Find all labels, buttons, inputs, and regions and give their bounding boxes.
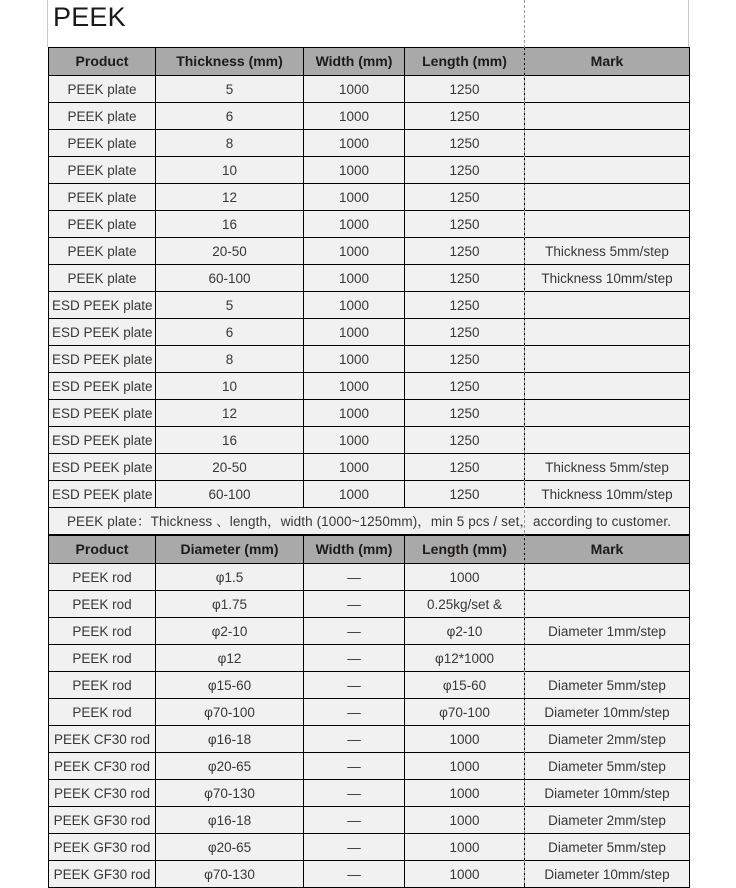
table-cell: 1000	[304, 454, 405, 481]
table-cell: PEEK plate	[49, 103, 156, 130]
column-header: Mark	[525, 536, 690, 564]
column-header: Thickness (mm)	[156, 48, 304, 76]
table-cell	[525, 591, 690, 618]
table-cell: 5	[156, 76, 304, 103]
table-row	[49, 861, 690, 888]
table-cell: Diameter 1mm/step	[525, 618, 690, 645]
peek-plate-spec-table	[48, 47, 690, 535]
table-cell: 1000	[304, 373, 405, 400]
table-cell: PEEK plate	[49, 184, 156, 211]
table-row	[49, 672, 690, 699]
table-cell: φ2-10	[156, 618, 304, 645]
table-cell: 1000	[304, 157, 405, 184]
table-cell: Diameter 10mm/step	[525, 780, 690, 807]
table-cell: 1000	[304, 481, 405, 508]
table-row	[49, 211, 690, 238]
spec-tables-container	[48, 47, 689, 888]
table-cell	[525, 319, 690, 346]
table-cell	[525, 564, 690, 591]
table-row	[49, 564, 690, 591]
table-cell: PEEK GF30 rod	[49, 861, 156, 888]
plate-note-text: PEEK plate：Thickness 、length，width (1000~1250mm)，min 5 pcs / set，according to customer.	[49, 508, 690, 535]
table-row	[49, 645, 690, 672]
page-title: PEEK	[53, 2, 126, 32]
table-cell: —	[304, 834, 405, 861]
table-row	[49, 319, 690, 346]
table-header-row	[49, 536, 690, 564]
peek-rod-spec-table	[48, 535, 690, 888]
table-cell: —	[304, 807, 405, 834]
table-cell: —	[304, 618, 405, 645]
table-cell: 1000	[405, 807, 525, 834]
table-cell: φ70-130	[156, 861, 304, 888]
table-cell: PEEK plate	[49, 211, 156, 238]
table-row	[49, 265, 690, 292]
table-cell: 1000	[304, 238, 405, 265]
table-cell: Thickness 5mm/step	[525, 238, 690, 265]
table-cell: 1250	[405, 373, 525, 400]
table-row	[49, 807, 690, 834]
table-cell: ESD PEEK plate	[49, 454, 156, 481]
table-cell: PEEK plate	[49, 76, 156, 103]
table-cell	[525, 645, 690, 672]
table-cell: 1000	[304, 103, 405, 130]
table-cell: 1000	[405, 780, 525, 807]
table-cell: 1000	[405, 726, 525, 753]
table-cell: PEEK rod	[49, 645, 156, 672]
table-cell: 1000	[304, 400, 405, 427]
table-cell: φ12*1000	[405, 645, 525, 672]
table-cell: Diameter 2mm/step	[525, 726, 690, 753]
table-cell: 1000	[304, 292, 405, 319]
left-margin-guide	[47, 0, 48, 47]
table-cell: Diameter 5mm/step	[525, 672, 690, 699]
table-cell: Thickness 5mm/step	[525, 454, 690, 481]
table-cell: PEEK rod	[49, 699, 156, 726]
table-cell: —	[304, 726, 405, 753]
table-cell: 12	[156, 184, 304, 211]
column-header: Length (mm)	[405, 536, 525, 564]
table-cell: ESD PEEK plate	[49, 373, 156, 400]
table-cell: 1250	[405, 292, 525, 319]
table-cell: 1000	[405, 753, 525, 780]
table-cell: PEEK plate	[49, 130, 156, 157]
table-cell: 1250	[405, 265, 525, 292]
table-row	[49, 103, 690, 130]
table-cell: φ15-60	[405, 672, 525, 699]
plate-note-row	[49, 508, 690, 535]
table-cell: φ15-60	[156, 672, 304, 699]
table-row	[49, 780, 690, 807]
table-cell: 5	[156, 292, 304, 319]
table-cell: —	[304, 591, 405, 618]
table-row	[49, 427, 690, 454]
table-cell	[525, 130, 690, 157]
table-cell: PEEK rod	[49, 591, 156, 618]
column-header: Length (mm)	[405, 48, 525, 76]
table-cell: Thickness 10mm/step	[525, 481, 690, 508]
table-cell: 60-100	[156, 481, 304, 508]
table-row	[49, 346, 690, 373]
table-row	[49, 400, 690, 427]
table-cell: PEEK rod	[49, 564, 156, 591]
table-cell: φ16-18	[156, 726, 304, 753]
table-cell: ESD PEEK plate	[49, 319, 156, 346]
table-row	[49, 591, 690, 618]
table-cell: 20-50	[156, 238, 304, 265]
table-cell: PEEK rod	[49, 672, 156, 699]
table-cell: —	[304, 861, 405, 888]
table-cell: 60-100	[156, 265, 304, 292]
table-row	[49, 481, 690, 508]
table-cell: 1000	[405, 861, 525, 888]
table-cell: φ70-130	[156, 780, 304, 807]
column-header: Width (mm)	[304, 48, 405, 76]
table-cell: φ2-10	[405, 618, 525, 645]
table-cell: PEEK plate	[49, 238, 156, 265]
table-cell: 1000	[304, 76, 405, 103]
table-cell: ESD PEEK plate	[49, 292, 156, 319]
table-row	[49, 699, 690, 726]
table-cell: 1250	[405, 76, 525, 103]
table-cell: Diameter 5mm/step	[525, 834, 690, 861]
table-row	[49, 834, 690, 861]
table-cell: PEEK plate	[49, 265, 156, 292]
table-cell: 1250	[405, 319, 525, 346]
table-cell: —	[304, 699, 405, 726]
table-row	[49, 726, 690, 753]
table-cell: 1000	[304, 265, 405, 292]
table-cell: 1250	[405, 130, 525, 157]
table-cell: 1000	[304, 319, 405, 346]
table-cell: 1250	[405, 481, 525, 508]
table-cell: PEEK CF30 rod	[49, 753, 156, 780]
table-cell: 6	[156, 319, 304, 346]
table-cell: —	[304, 645, 405, 672]
table-cell: φ70-100	[156, 699, 304, 726]
table-cell: 1250	[405, 238, 525, 265]
table-cell: ESD PEEK plate	[49, 346, 156, 373]
table-cell: 1250	[405, 157, 525, 184]
table-row	[49, 373, 690, 400]
table-row	[49, 238, 690, 265]
table-cell: φ20-65	[156, 753, 304, 780]
table-cell: Diameter 10mm/step	[525, 699, 690, 726]
table-cell: φ16-18	[156, 807, 304, 834]
table-cell: φ1.5	[156, 564, 304, 591]
table-cell: φ70-100	[405, 699, 525, 726]
table-cell: ESD PEEK plate	[49, 427, 156, 454]
table-cell: 10	[156, 157, 304, 184]
table-cell: 8	[156, 130, 304, 157]
table-cell: ESD PEEK plate	[49, 481, 156, 508]
table-row	[49, 184, 690, 211]
right-margin-guide	[688, 0, 689, 47]
table-cell: PEEK GF30 rod	[49, 834, 156, 861]
column-header: Width (mm)	[304, 536, 405, 564]
table-cell	[525, 292, 690, 319]
table-cell: 1000	[304, 211, 405, 238]
table-cell: PEEK rod	[49, 618, 156, 645]
table-cell: —	[304, 564, 405, 591]
table-cell	[525, 346, 690, 373]
table-cell: Diameter 10mm/step	[525, 861, 690, 888]
table-cell: 1250	[405, 346, 525, 373]
table-row	[49, 292, 690, 319]
table-cell: 12	[156, 400, 304, 427]
table-cell: —	[304, 672, 405, 699]
table-header-row	[49, 48, 690, 76]
table-row	[49, 753, 690, 780]
table-cell	[525, 211, 690, 238]
table-cell: 1000	[304, 427, 405, 454]
table-cell	[525, 76, 690, 103]
table-cell	[525, 157, 690, 184]
table-cell: 1250	[405, 211, 525, 238]
table-row	[49, 454, 690, 481]
table-cell: Diameter 5mm/step	[525, 753, 690, 780]
table-cell: PEEK CF30 rod	[49, 726, 156, 753]
table-cell: 8	[156, 346, 304, 373]
table-cell: ESD PEEK plate	[49, 400, 156, 427]
table-cell: φ12	[156, 645, 304, 672]
table-row	[49, 76, 690, 103]
table-cell: PEEK CF30 rod	[49, 780, 156, 807]
table-cell: 1000	[304, 346, 405, 373]
table-cell: 20-50	[156, 454, 304, 481]
table-cell: 1000	[405, 834, 525, 861]
table-cell	[525, 103, 690, 130]
table-cell	[525, 373, 690, 400]
table-row	[49, 618, 690, 645]
table-cell: —	[304, 753, 405, 780]
table-cell: 0.25kg/set &	[405, 591, 525, 618]
table-cell: 1250	[405, 454, 525, 481]
table-cell: 6	[156, 103, 304, 130]
table-cell: 1250	[405, 184, 525, 211]
table-cell: φ20-65	[156, 834, 304, 861]
table-row	[49, 130, 690, 157]
table-cell	[525, 184, 690, 211]
table-cell: PEEK GF30 rod	[49, 807, 156, 834]
table-cell	[525, 427, 690, 454]
table-row	[49, 157, 690, 184]
table-cell: 1250	[405, 427, 525, 454]
table-cell: 16	[156, 427, 304, 454]
column-header: Diameter (mm)	[156, 536, 304, 564]
table-cell: 16	[156, 211, 304, 238]
table-cell: φ1.75	[156, 591, 304, 618]
table-cell: —	[304, 780, 405, 807]
table-cell: 1000	[304, 130, 405, 157]
table-cell: Thickness 10mm/step	[525, 265, 690, 292]
column-header: Product	[49, 536, 156, 564]
column-header: Product	[49, 48, 156, 76]
table-cell: 1250	[405, 400, 525, 427]
table-cell: Diameter 2mm/step	[525, 807, 690, 834]
table-cell: 1000	[304, 184, 405, 211]
table-cell: PEEK plate	[49, 157, 156, 184]
table-cell: 10	[156, 373, 304, 400]
table-cell	[525, 400, 690, 427]
table-cell: 1250	[405, 103, 525, 130]
table-cell: 1000	[405, 564, 525, 591]
column-header: Mark	[525, 48, 690, 76]
